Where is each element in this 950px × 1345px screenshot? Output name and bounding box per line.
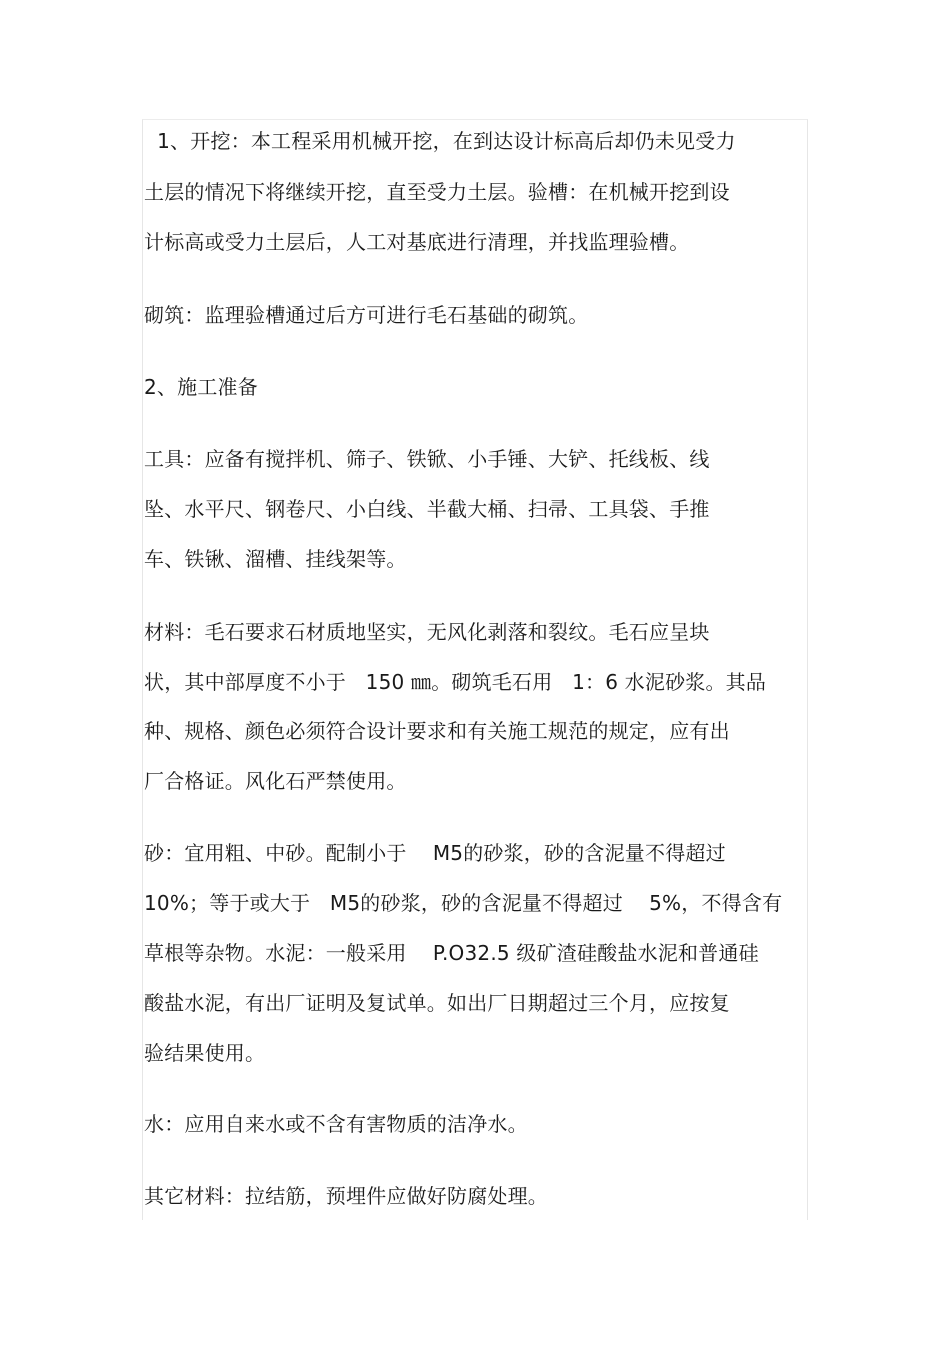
text-line: 验结果使用。 — [144, 1041, 266, 1065]
text-line: 酸盐水泥，有出厂证明及复试单。如出厂日期超过三个月，应按复 — [144, 991, 730, 1015]
text-line: 坠、水平尺、钢卷尺、小白线、半截大桶、扫帚、工具袋、手推 — [144, 497, 710, 521]
text-line: 草根等杂物。水泥：一般采用 P.O32.5 级矿渣硅酸盐水泥和普通硅 — [144, 941, 759, 965]
text-line: 车、铁锹、溜槽、挂线架等。 — [144, 547, 407, 571]
text-line: 砌筑：监理验槽通过后方可进行毛石基础的砌筑。 — [144, 303, 589, 327]
section-heading: 2、施工准备 — [144, 375, 258, 399]
text-line: 工具：应备有搅拌机、筛子、铁锨、小手锤、大铲、托线板、线 — [144, 447, 710, 471]
text-line: 水：应用自来水或不含有害物质的洁净水。 — [144, 1112, 528, 1136]
text-line: 计标高或受力土层后，人工对基底进行清理，并找监理验槽。 — [144, 230, 690, 254]
text-line: 厂合格证。风化石严禁使用。 — [144, 769, 407, 793]
text-line: 砂：宜用粗、中砂。配制小于 M5的砂浆，砂的含泥量不得超过 — [144, 841, 726, 865]
text-line: 种、规格、颜色必须符合设计要求和有关施工规范的规定，应有出 — [144, 719, 730, 743]
text-line: 其它材料：拉结筋，预埋件应做好防腐处理。 — [144, 1184, 548, 1208]
text-line: 1、开挖：本工程采用机械开挖，在到达设计标高后却仍未见受力 — [144, 129, 736, 153]
text-line: 土层的情况下将继续开挖，直至受力土层。验槽：在机械开挖到设 — [144, 180, 730, 204]
text-line: 材料：毛石要求石材质地坚实，无风化剥落和裂纹。毛石应呈块 — [144, 620, 710, 644]
text-line: 状，其中部厚度不小于 150 ㎜。砌筑毛石用 1：6 水泥砂浆。其品 — [144, 670, 767, 694]
text-line: 10%；等于或大于 M5的砂浆，砂的含泥量不得超过 5%，不得含有 — [144, 891, 783, 915]
